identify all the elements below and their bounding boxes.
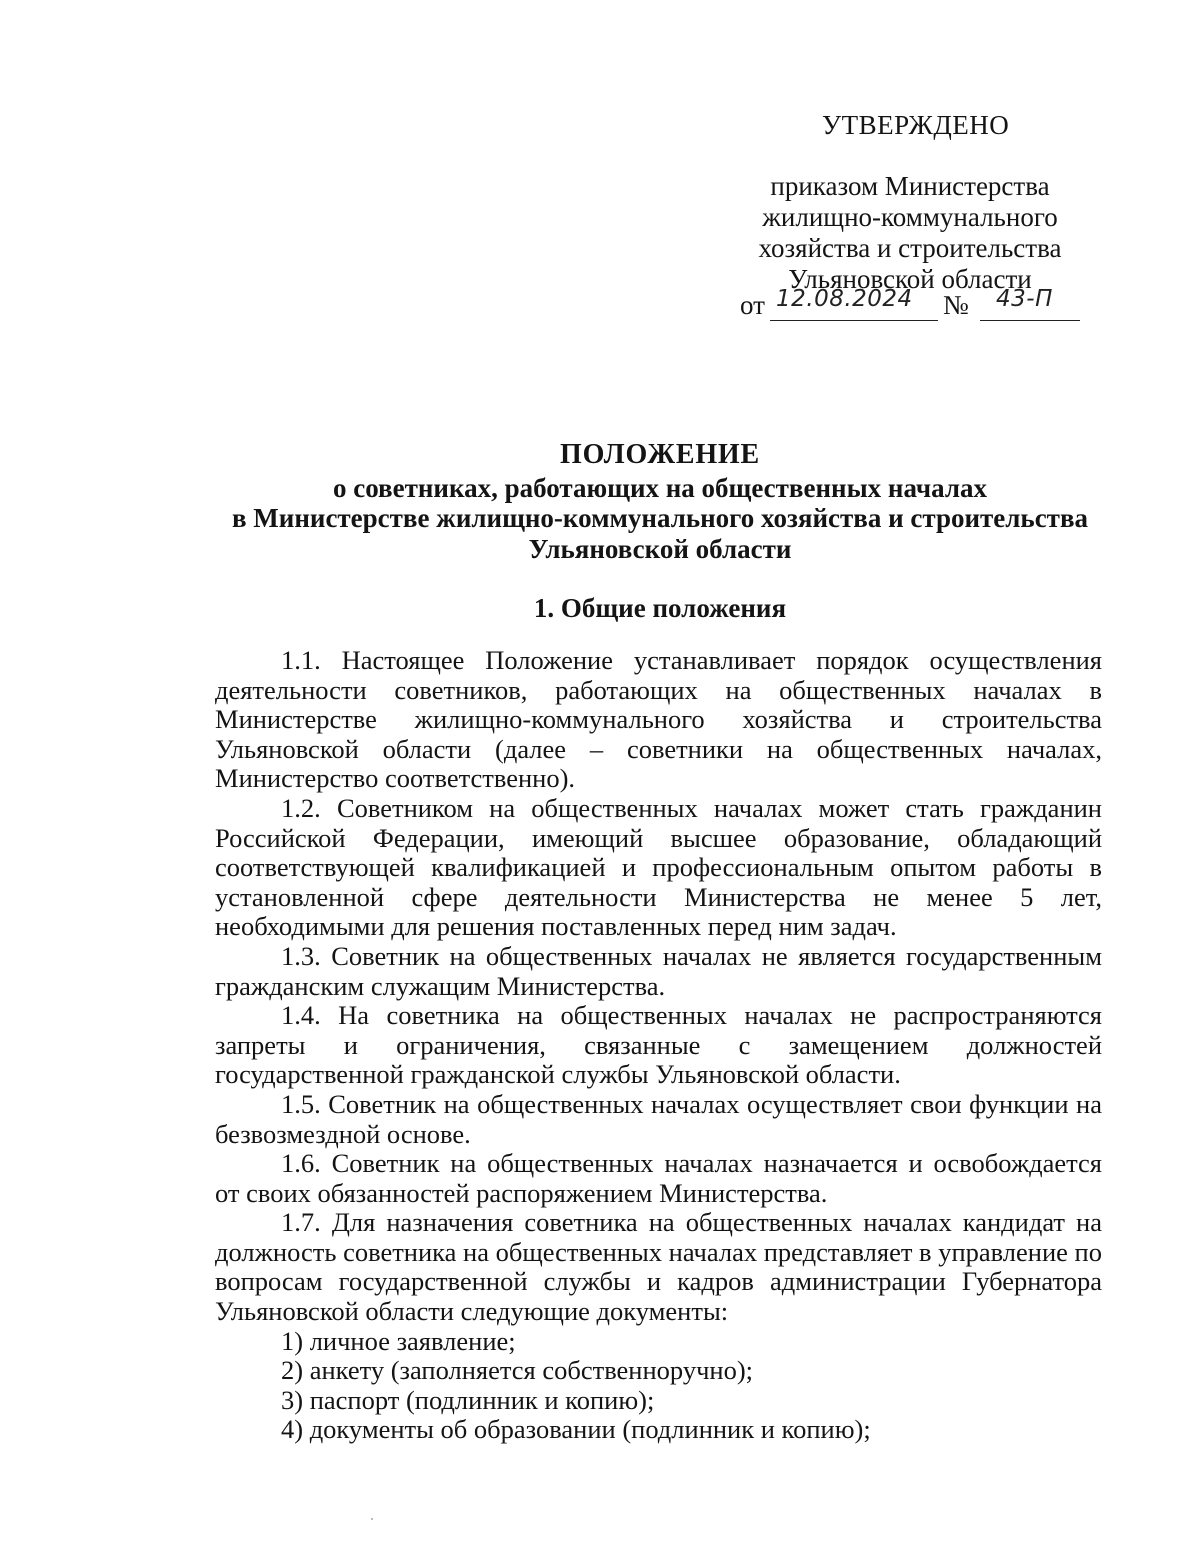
- paragraph: 1.5. Советник на общественных началах осуществляет свои функции на безвозмездной основе.: [215, 1088, 1102, 1149]
- approval-block: [735, 171, 1085, 295]
- section-heading: 1. Общие положения: [533, 593, 787, 623]
- approval-line: жилищно-коммунального: [762, 202, 1058, 232]
- number-label: №: [943, 290, 969, 320]
- document-title: ПОЛОЖЕНИЕ: [560, 439, 760, 470]
- approval-line: хозяйства и строительства: [758, 233, 1062, 263]
- paragraph: 1.4. На советника на общественных началах не распространяются запреты и ограничения, связанные с замещением должностей государственной гражданской службы Ульяновской области.: [215, 1000, 1102, 1090]
- document-subtitle: о советниках, работающих на общественных началах: [332, 472, 988, 503]
- paragraph: 1.6. Советник на общественных началах назначается и освобождается от своих обязанностей распоряжением Министерства.: [215, 1148, 1102, 1208]
- paragraph: 1.7. Для назначения советника на общественных началах кандидат на должность советника на общественных началах представляет в управление по вопросам государственной службы и кадров администрации Губернатора Ульяновской области следующие документы:: [215, 1207, 1102, 1327]
- number-underline: [980, 320, 1080, 321]
- paragraph: 1.2. Советником на общественных началах может стать гражданин Российской Федерации, имеющий высшее образование, обладающий соответствующей квалификацией и профессиональным опытом работы в установленной сфере деятельности Министерства не менее 5 лет, необходимыми для решения поставленных перед ним задач.: [215, 792, 1102, 942]
- paragraph: 1.1. Настоящее Положение устанавливает порядок осуществления деятельности советников, работающих на общественных началах в Министерстве жилищно-коммунального хозяйства и строительства Ульяновской области (далее – советники на общественных началах, Министерство соответственно).: [215, 645, 1102, 794]
- handwritten-date: 12.08.2024: [776, 286, 913, 312]
- order-reference: [740, 286, 1085, 324]
- document-subtitle: Ульяновской области: [528, 533, 792, 564]
- handwritten-number: 43-П: [996, 286, 1053, 312]
- list-item: 3) паспорт (подлинник и копию);: [281, 1384, 655, 1415]
- document-title-block: [200, 440, 1120, 564]
- date-underline: [770, 320, 938, 321]
- list-item: 2) анкету (заполняется собственноручно);: [281, 1355, 754, 1386]
- scan-speck: [371, 1518, 373, 1520]
- section-body: [215, 646, 1102, 1445]
- from-label: от: [740, 290, 765, 320]
- paragraph: 1.3. Советник на общественных началах не является государственным гражданским служащим Министерства.: [215, 940, 1102, 1001]
- list-item: 1) личное заявление;: [281, 1325, 516, 1356]
- approval-line: Ульяновской области: [788, 264, 1032, 294]
- approval-line: приказом Министерства: [770, 171, 1050, 201]
- list-item: 4) документы об образовании (подлинник и копию);: [281, 1414, 871, 1445]
- document-subtitle: в Министерстве жилищно-коммунального хозяйства и строительства: [231, 503, 1089, 533]
- approved-heading: УТВЕРЖДЕНО: [822, 110, 1010, 140]
